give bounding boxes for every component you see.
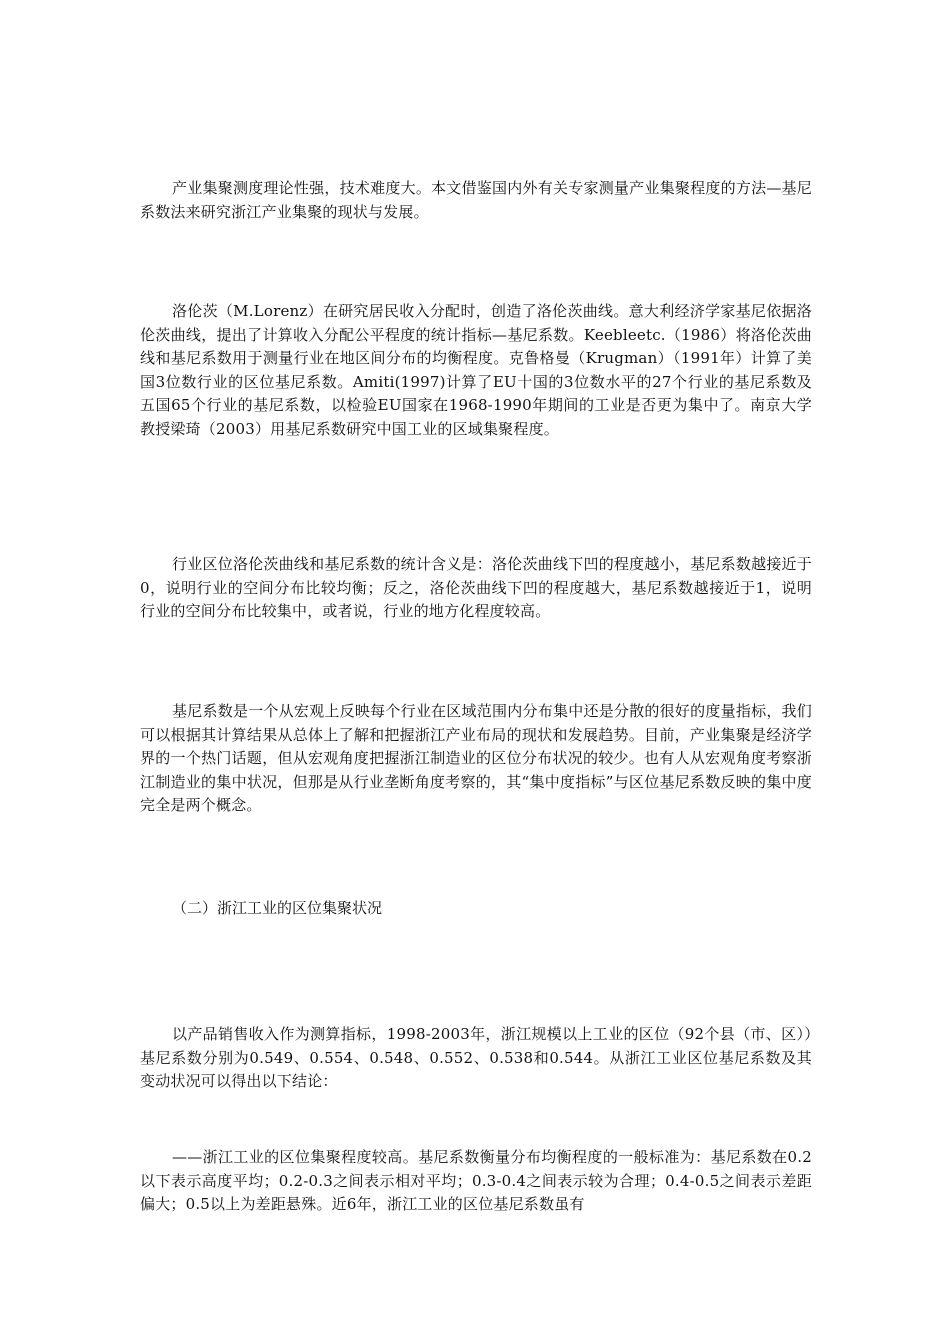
- paragraph-gini-measure: 基尼系数是一个从宏观上反映每个行业在区域范围内分布集中还是分散的很好的度量指标，我们可以根据其计算结果从总体上了解和把握浙江产业布局的现状和发展趋势。目前，产业集聚是经济学界的一个热门话题，但从宏观角度把握浙江制造业的区位分布状况的较少。也有人从宏观角度考察浙江制造业的集中状况，但那是从行业垄断角度考察的，其“集中度指标”与区位基尼系数反映的集中度完全是两个概念。: [140, 702, 812, 814]
- paragraph-lorenz-history: 洛伦茨（M.Lorenz）在研究居民收入分配时，创造了洛伦茨曲线。意大利经济学家基尼依据洛伦茨曲线，提出了计算收入分配公平程度的统计指标—基尼系数。Keebleetc.（1986）将洛伦茨曲线和基尼系数用于测量行业在地区间分布的均衡程度。克鲁格曼（Krugman）（1991年）计算了美国3位数行业的区位基尼系数。Amiti(1997)计算了EU十国的3位数水平的27个行业的基尼系数及五国65个行业的基尼系数，以检验EU国家在1968-1990年期间的工业是否更为集中了。南京大学教授梁琦（2003）用基尼系数研究中国工业的区域集聚程度。: [140, 302, 812, 438]
- paragraph-conclusion: ——浙江工业的区位集聚程度较高。基尼系数衡量分布均衡程度的一般标准为：基尼系数在0.2以下表示高度平均；0.2-0.3之间表示相对平均；0.3-0.4之间表示较为合理；0.4-0.5之间表示差距偏大；0.5以上为差距悬殊。近6年，浙江工业的区位基尼系数虽有: [140, 1148, 812, 1213]
- section-heading: （二）浙江工业的区位集聚状况: [172, 899, 383, 917]
- paragraph-statistical-meaning: 行业区位洛伦茨曲线和基尼系数的统计含义是：洛伦茨曲线下凹的程度越小，基尼系数越接近于0，说明行业的空间分布比较均衡；反之，洛伦茨曲线下凹的程度越大，基尼系数越接近于1，说明行业的空间分布比较集中，或者说，行业的地方化程度较高。: [140, 555, 812, 620]
- paragraph-intro: 产业集聚测度理论性强，技术难度大。本文借鉴国内外有关专家测量产业集聚程度的方法—基尼系数法来研究浙江产业集聚的现状与发展。: [140, 179, 812, 221]
- paragraph-gini-values: 以产品销售收入作为测算指标，1998-2003年，浙江规模以上工业的区位（92个县（市、区））基尼系数分别为0.549、0.554、0.548、0.552、0.538和0.544。从浙江工业区位基尼系数及其变动状况可以得出以下结论：: [140, 1025, 812, 1090]
